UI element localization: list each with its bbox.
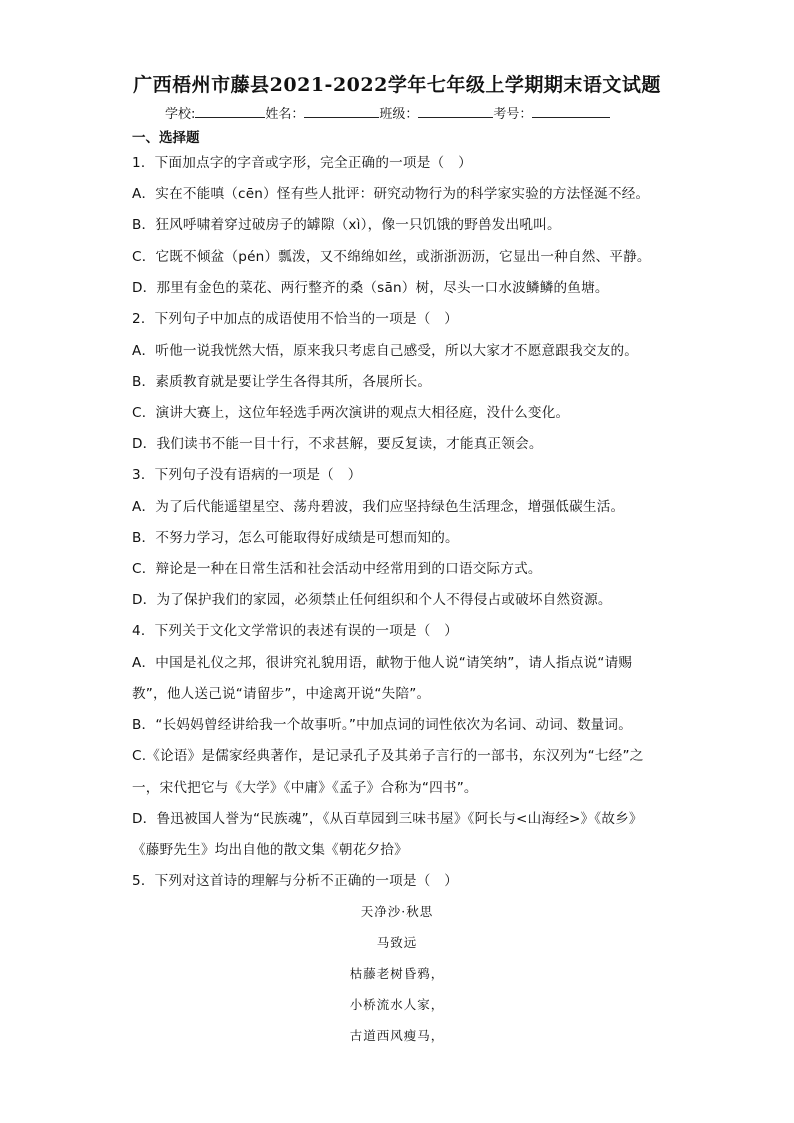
question-line: 一，宋代把它与《大学》《中庸》《孟子》合称为“四书”。 bbox=[132, 780, 478, 796]
class-blank[interactable] bbox=[418, 104, 493, 118]
poem-line: 古道西风瘦马， bbox=[349, 1028, 445, 1043]
exam-no-blank[interactable] bbox=[532, 104, 610, 118]
question-line: C．辩论是一种在日常生活和社会活动中经常用到的口语交际方式。 bbox=[132, 561, 542, 577]
student-info-row bbox=[165, 103, 610, 122]
question-line: A．中国是礼仪之邦，很讲究礼貌用语，献物于他人说“请笑纳”，请人指点说“请赐 bbox=[132, 655, 633, 671]
school-label: 学校: bbox=[165, 107, 196, 122]
question-line: D．那里有金色的菜花、两行整齐的桑（sān）树，尽头一口水波鳞鳞的鱼塘。 bbox=[132, 280, 609, 296]
question-line: 5．下列对这首诗的理解与分析不正确的一项是（ ） bbox=[132, 873, 459, 889]
section-heading: 一、选择题 bbox=[132, 130, 200, 146]
poem-author: 马致远 bbox=[376, 935, 418, 950]
question-line: C．它既不倾盆（pén）瓢泼，又不绵绵如丝，或浙浙沥沥，它显出一种自然、平静。 bbox=[132, 249, 651, 265]
question-line: B．狂风呼啸着穿过破房子的罅隙（xì），像一只饥饿的野兽发出吼叫。 bbox=[132, 217, 561, 233]
question-line: A．为了后代能遥望星空、荡舟碧波，我们应坚持绿色生活理念，增强低碳生活。 bbox=[132, 499, 625, 515]
question-line: 3．下列句子没有语病的一项是（ ） bbox=[132, 467, 362, 483]
question-line: 教”，他人送己说“请留步”，中途离开说“失陪”。 bbox=[132, 686, 431, 702]
question-line: B．素质教育就是要让学生各得其所，各展所长。 bbox=[132, 374, 432, 390]
poem-title: 天净沙·秋思 bbox=[360, 904, 434, 919]
question-line: D．鲁迅被国人誉为“民族魂”，《从百草园到三味书屋》《阿长与<山海经>》《故乡》 bbox=[132, 811, 643, 827]
exam-title: 广西梧州市藤县2021-2022学年七年级上学期期末语文试题 bbox=[133, 74, 661, 96]
question-line: A．实在不能嗔（cēn）怪有些人批评：研究动物行为的科学家实验的方法怪涎不经。 bbox=[132, 186, 650, 202]
question-line: D．为了保护我们的家园，必须禁止任何组织和个人不得侵占或破坏自然资源。 bbox=[132, 592, 612, 608]
class-label: 班级： bbox=[379, 107, 419, 122]
question-line: C.《论语》是儒家经典著作，是记录孔子及其弟子言行的一部书，东汉列为“七经”之 bbox=[132, 748, 644, 764]
poem-line: 小桥流水人家， bbox=[349, 997, 445, 1012]
question-line: D．我们读书不能一目十行，不求甚解，要反复读，才能真正领会。 bbox=[132, 436, 543, 452]
question-line: B．“长妈妈曾经讲给我一个故事听。”中加点词的词性依次为名词、动词、数量词。 bbox=[132, 717, 632, 733]
name-label: 姓名： bbox=[265, 107, 305, 122]
poem-line: 枯藤老树昏鸦， bbox=[349, 966, 445, 981]
question-line: B．不努力学习，怎么可能取得好成绩是可想而知的。 bbox=[132, 530, 459, 546]
question-line: 《藤野先生》均出自他的散文集《朝花夕拾》 bbox=[132, 842, 408, 858]
question-line: C．演讲大赛上，这位年轻选手两次演讲的观点大相径庭，没什么变化。 bbox=[132, 405, 570, 421]
question-line: A．听他一说我恍然大悟，原来我只考虑自己感受，所以大家才不愿意跟我交友的。 bbox=[132, 343, 639, 359]
name-blank[interactable] bbox=[304, 104, 379, 118]
school-blank[interactable] bbox=[195, 104, 265, 118]
question-line: 2．下列句子中加点的成语使用不恰当的一项是（ ） bbox=[132, 311, 459, 327]
exam-no-label: 考号： bbox=[493, 107, 533, 122]
question-line: 1．下面加点字的字音或字形，完全正确的一项是（ ） bbox=[132, 155, 472, 171]
question-line: 4．下列关于文化文学常识的表述有误的一项是（ ） bbox=[132, 623, 459, 639]
